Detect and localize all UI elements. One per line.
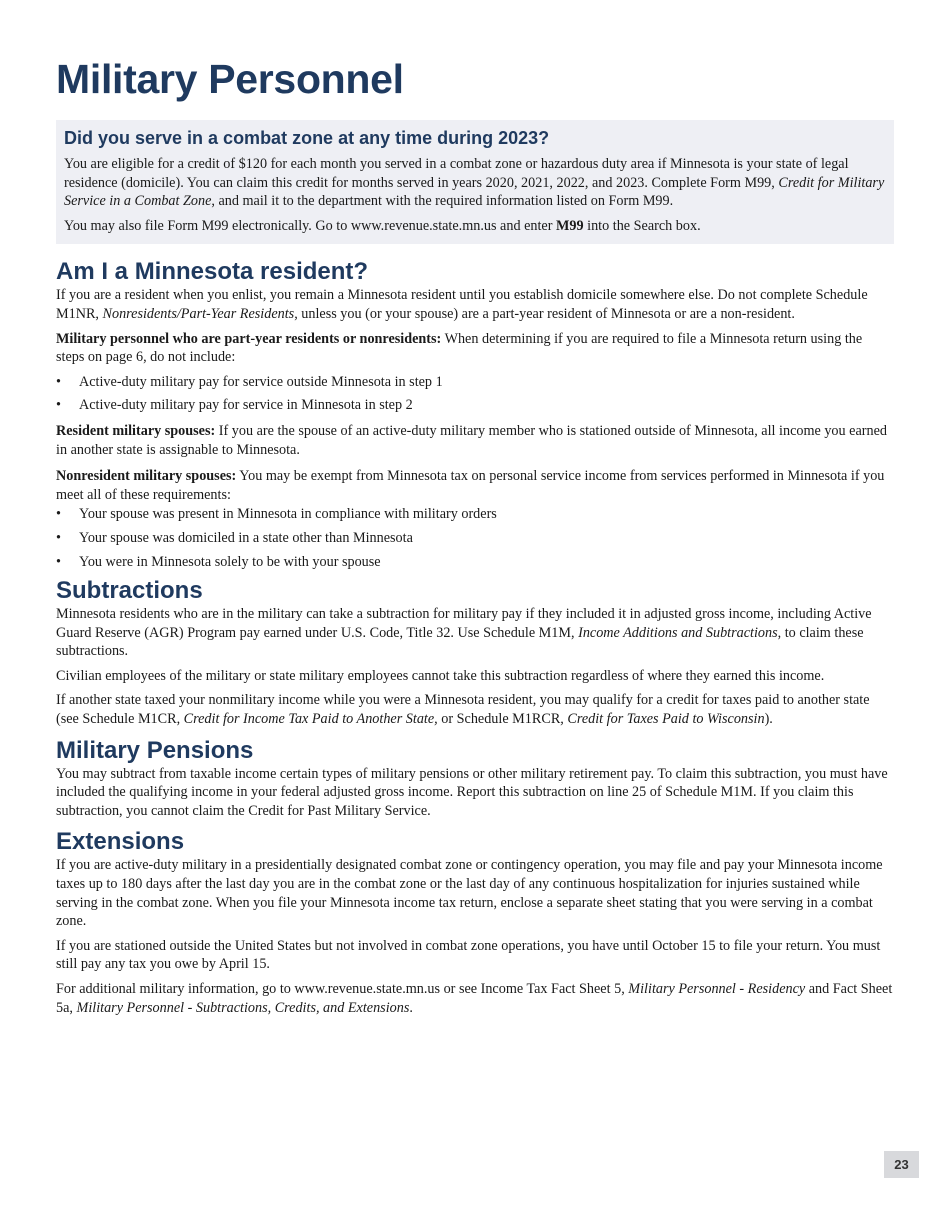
extensions-section [56,828,894,1017]
pensions-heading: Military Pensions [56,736,254,764]
nonresident-requirements-list [56,505,894,571]
subtractions-heading: Subtractions [56,577,203,605]
resident-section [56,258,894,571]
extensions-paragraph-2: If you are stationed outside the United States but not involved in combat zone operations, you have until October 15 to file your return. You must still pay any tax you owe by April 15. [56,937,881,973]
extensions-heading: Extensions [56,828,185,856]
subtractions-paragraph-1: Minnesota residents who are in the military can take a subtraction for military pay if they included it in adjusted gross income, including Active Guard Reserve (AGR) Program pay earned under U.S. Code, Title 32. Use Schedule M1M, Income Additions and Subtractions, to claim these subtractions. [56,606,872,660]
page-number: 23 [884,1151,919,1178]
combat-zone-paragraph-2: You may also file Form M99 electronically. Go to www.revenue.state.mn.us and enter M99 into the Search box. [64,217,701,234]
pensions-section [56,737,894,821]
combat-zone-callout [56,120,894,244]
resident-heading: Am I a Minnesota resident? [56,258,369,286]
subtractions-paragraph-2: Civilian employees of the military or state military employees cannot take this subtraction regardless of where they earned this income. [56,667,825,684]
list-item: • You were in Minnesota solely to be with your spouse [56,553,894,572]
document-page [56,0,894,1023]
pensions-paragraph: You may subtract from taxable income certain types of military pensions or other military retirement pay. To claim this subtraction, you must have included the qualifying income in your federal adjusted gross income. Report this subtraction on line 25 of Schedule M1M. If you claim this subtraction, you cannot claim the Credit for Past Military Service. [56,765,888,819]
page-title: Military Personnel [56,56,404,102]
subtractions-paragraph-3: If another state taxed your nonmilitary income while you were a Minnesota resident, you may qualify for a credit for taxes paid to another state (see Schedule M1CR, Credit for Income Tax Paid to Another State, or Schedule M1RCR, Credit for Taxes Paid to Wisconsin). [56,692,870,728]
resident-paragraph-1: If you are a resident when you enlist, you remain a Minnesota resident until you establish domicile somewhere else. Do not complete Schedule M1NR, Nonresidents/Part-Year Residents, unless you (or your spouse) are a part-year resident of Minnesota or are a non-resident. [56,287,868,322]
nonresident-spouses-paragraph: Nonresident military spouses: You may be exempt from Minnesota tax on personal service income from services performed in Minnesota if you meet all of these requirements: [56,468,885,503]
extensions-paragraph-3: For additional military information, go to www.revenue.state.mn.us or see Income Tax Fact Sheet 5, Military Personnel - Residency and Fact Sheet 5a, Military Personnel - Subtractions, Credits, and Extensions. [56,981,893,1016]
resident-spouses-paragraph: Resident military spouses: If you are the spouse of an active-duty military member who is stationed outside of Minnesota, all income you earned in another state is assignable to Minnesota. [56,422,887,458]
extensions-paragraph-1: If you are active-duty military in a presidentially designated combat zone or contingency operation, you may file and pay your Minnesota income taxes up to 180 days after the last day you are in the combat zone or the last day of any continuous hospitalization for injuries sustained while serving in the combat zone. When you file your Minnesota income tax return, enclose a separate sheet stating that you were serving in a combat zone. [56,857,883,930]
list-item: • Your spouse was present in Minnesota in compliance with military orders [56,505,894,524]
part-year-paragraph: Military personnel who are part-year residents or nonresidents: When determining if you are required to file a Minnesota return using the steps on page 6, do not include: [56,330,863,366]
subtractions-section [56,577,894,729]
combat-zone-heading: Did you serve in a combat zone at any time during 2023? [64,128,550,148]
combat-zone-paragraph-1: You are eligible for a credit of $120 for each month you served in a combat zone or hazardous duty area if Minnesota is your state of legal residence (domicile). You can claim this credit for months served in years 2020, 2021, 2022, and 2023. Complete Form M99, Credit for Military Service in a Combat Zone, and mail it to the department with the required information listed on Form M99. [64,156,885,210]
list-item: • Active-duty military pay for service outside Minnesota in step 1 [56,373,894,392]
list-item: • Active-duty military pay for service in Minnesota in step 2 [56,396,894,415]
part-year-list [56,373,894,415]
list-item: • Your spouse was domiciled in a state other than Minnesota [56,529,894,548]
